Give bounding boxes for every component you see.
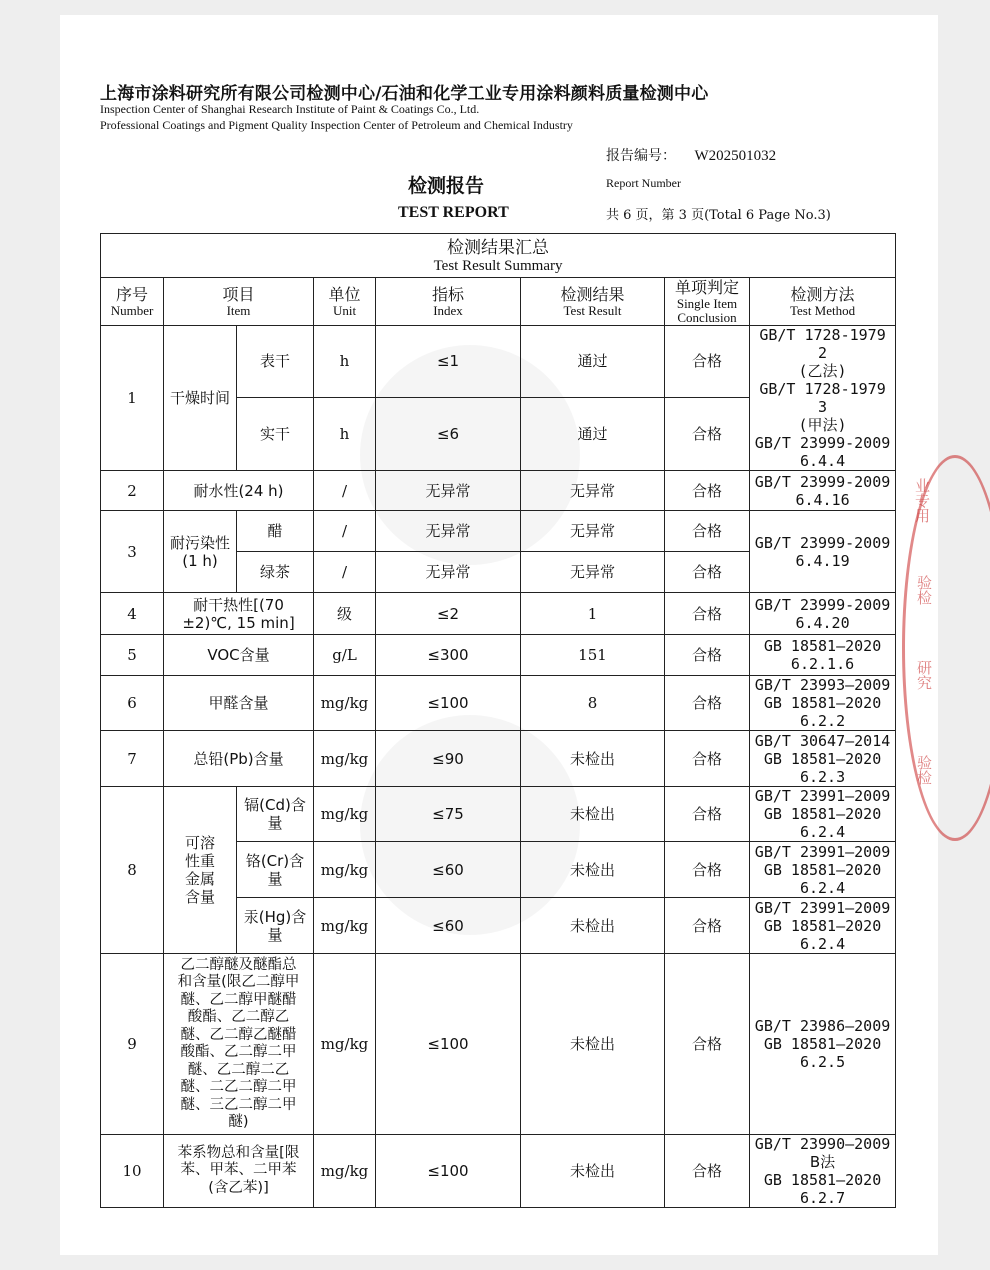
report-number-value: W202501032: [694, 148, 777, 164]
col-header-number: 序号 Number: [101, 278, 164, 326]
seal-text: 研究: [915, 660, 933, 690]
page-info: 共 6 页，第 3 页(Total 6 Page No.3): [606, 208, 831, 223]
table-header-row: [101, 278, 896, 326]
col-header-item: 项目 Item: [164, 278, 314, 326]
org-name-cn: 上海市涂料研究所有限公司检测中心/石油和化学工业专用涂料颜料质量检测中心: [100, 84, 709, 104]
table-row: 绿茶 / 无异常 无异常 合格: [101, 552, 896, 593]
table-row: 9 乙二醇醚及醚酯总 和含量(限乙二醇甲 醚、乙二醇甲醚醋 酸酯、乙二醇乙 醚、乙二醇乙醚醋 酸酯、乙二醇二甲 醚、乙二醇二乙 醚、二乙二醇二甲 醚、三乙二醇二甲 醚) mg/kg ≤100 未检出 合格 GB/T 23986—2009 GB 18581—2020 6.2.5: [101, 954, 896, 1135]
table-row: 实干 h ≤6 通过 合格: [101, 397, 896, 470]
table-row: 10 苯系物总和含量[限 苯、甲苯、二甲苯 (含乙苯)] mg/kg ≤100 未检出 合格 GB/T 23990—2009 B法 GB 18581—2020 6.2.7: [101, 1135, 896, 1208]
org-name-en-2: Professional Coatings and Pigment Quality Inspection Center of Petroleum and Chemical Industry: [100, 118, 573, 132]
table-row: 2 耐水性(24 h) / 无异常 无异常 合格 GB/T 23999-2009 6.4.16: [101, 471, 896, 511]
col-header-index: 指标 Index: [376, 278, 521, 326]
table-row: 1 干燥时间 表干 h ≤1 通过 合格 GB/T 1728-1979 2 (乙法) GB/T 1728-1979 3 (甲法) GB/T 23999-2009 6.4.4: [101, 326, 896, 398]
seal-text: 验检: [915, 755, 933, 785]
seal-text: 业专用: [913, 478, 931, 523]
table-row: 3 耐污染性 (1 h) 醋 / 无异常 无异常 合格 GB/T 23999-2009 6.4.19: [101, 511, 896, 552]
col-header-method: 检测方法 Test Method: [750, 278, 896, 326]
table-row: 铬(Cr)含量 mg/kg ≤60 未检出 合格 GB/T 23991—2009 GB 18581—2020 6.2.4: [101, 842, 896, 898]
report-title-cn: 检测报告: [408, 175, 485, 197]
report-number: [606, 145, 776, 165]
report-number-label: 报告编号：: [606, 148, 676, 164]
seal-text: 验检: [915, 575, 933, 605]
test-result-table: [100, 233, 896, 1208]
table-row: 7 总铅(Pb)含量 mg/kg ≤90 未检出 合格 GB/T 30647—2014 GB 18581—2020 6.2.3: [101, 731, 896, 787]
table-row: 4 耐干热性[(70 ±2)℃, 15 min] 级 ≤2 1 合格 GB/T 23999-2009 6.4.20: [101, 593, 896, 635]
table-caption: 检测结果汇总 Test Result Summary: [101, 234, 896, 278]
col-header-result: 检测结果 Test Result: [521, 278, 665, 326]
table-row: 8 可溶 性重 金属 含量 镉(Cd)含量 mg/kg ≤75 未检出 合格 GB/T 23991—2009 GB 18581—2020 6.2.4: [101, 787, 896, 842]
col-header-conclusion: 单项判定 Single Item Conclusion: [665, 278, 750, 326]
report-number-en: Report Number: [606, 176, 681, 190]
table-row: 6 甲醛含量 mg/kg ≤100 8 合格 GB/T 23993—2009 GB 18581—2020 6.2.2: [101, 676, 896, 731]
col-header-unit: 单位 Unit: [314, 278, 376, 326]
org-name-en-1: Inspection Center of Shanghai Research Institute of Paint & Coatings Co., Ltd.: [100, 102, 480, 116]
table-row: 5 VOC含量 g/L ≤300 151 合格 GB 18581—2020 6.2.1.6: [101, 635, 896, 676]
report-title-en: TEST REPORT: [398, 204, 509, 221]
table-row: 汞(Hg)含量 mg/kg ≤60 未检出 合格 GB/T 23991—2009 GB 18581—2020 6.2.4: [101, 898, 896, 954]
